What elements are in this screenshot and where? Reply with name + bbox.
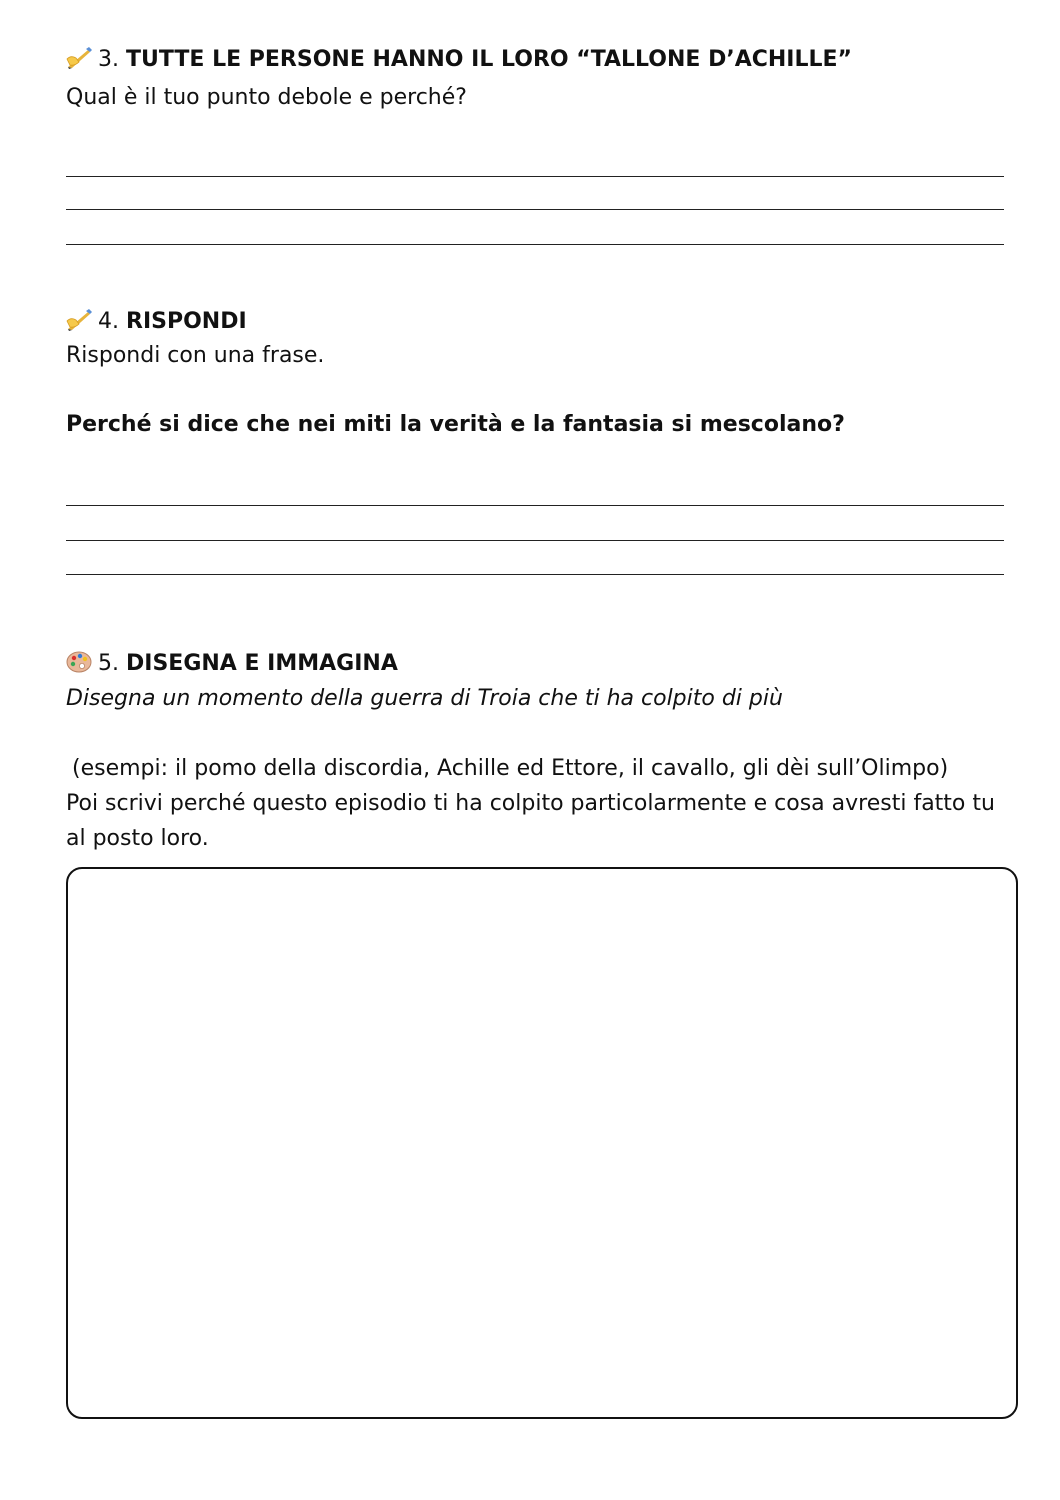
section-5-heading — [66, 650, 398, 678]
section-5-number: 5. — [98, 651, 119, 676]
section-5-instruction: Disegna un momento della guerra di Troia che ti ha colpito di più — [66, 686, 783, 711]
section-5-title: DISEGNA E IMMAGINA — [126, 651, 398, 676]
writing-hand-icon — [66, 47, 92, 69]
section-4-title: RISPONDI — [126, 309, 247, 334]
answer-line[interactable] — [66, 176, 1004, 177]
writing-hand-icon — [66, 309, 92, 331]
drawing-box[interactable] — [66, 867, 1018, 1419]
answer-line[interactable] — [66, 574, 1004, 575]
artist-palette-icon — [66, 651, 92, 673]
answer-line[interactable] — [66, 244, 1004, 245]
answer-line[interactable] — [66, 505, 1004, 506]
section-4-instruction: Rispondi con una frase. — [66, 343, 325, 368]
section-4-question: Perché si dice che nei miti la verità e la fantasia si mescolano? — [66, 412, 845, 437]
section-5-examples: (esempi: il pomo della discordia, Achille ed Ettore, il cavallo, gli dèi sull’Olimpo) — [72, 756, 949, 781]
section-3-question: Qual è il tuo punto debole e perché? — [66, 85, 467, 110]
section-4-heading — [66, 308, 247, 336]
section-3-heading — [66, 46, 852, 74]
answer-line[interactable] — [66, 540, 1004, 541]
section-3-number: 3. — [98, 47, 119, 72]
answer-line[interactable] — [66, 209, 1004, 210]
section-3-title: TUTTE LE PERSONE HANNO IL LORO “TALLONE D’ACHILLE” — [126, 47, 852, 72]
section-5-follow-up-line-2: al posto loro. — [66, 826, 209, 851]
section-5-follow-up-line-1: Poi scrivi perché questo episodio ti ha colpito particolarmente e cosa avresti fatto tu — [66, 791, 995, 816]
section-4-number: 4. — [98, 309, 119, 334]
